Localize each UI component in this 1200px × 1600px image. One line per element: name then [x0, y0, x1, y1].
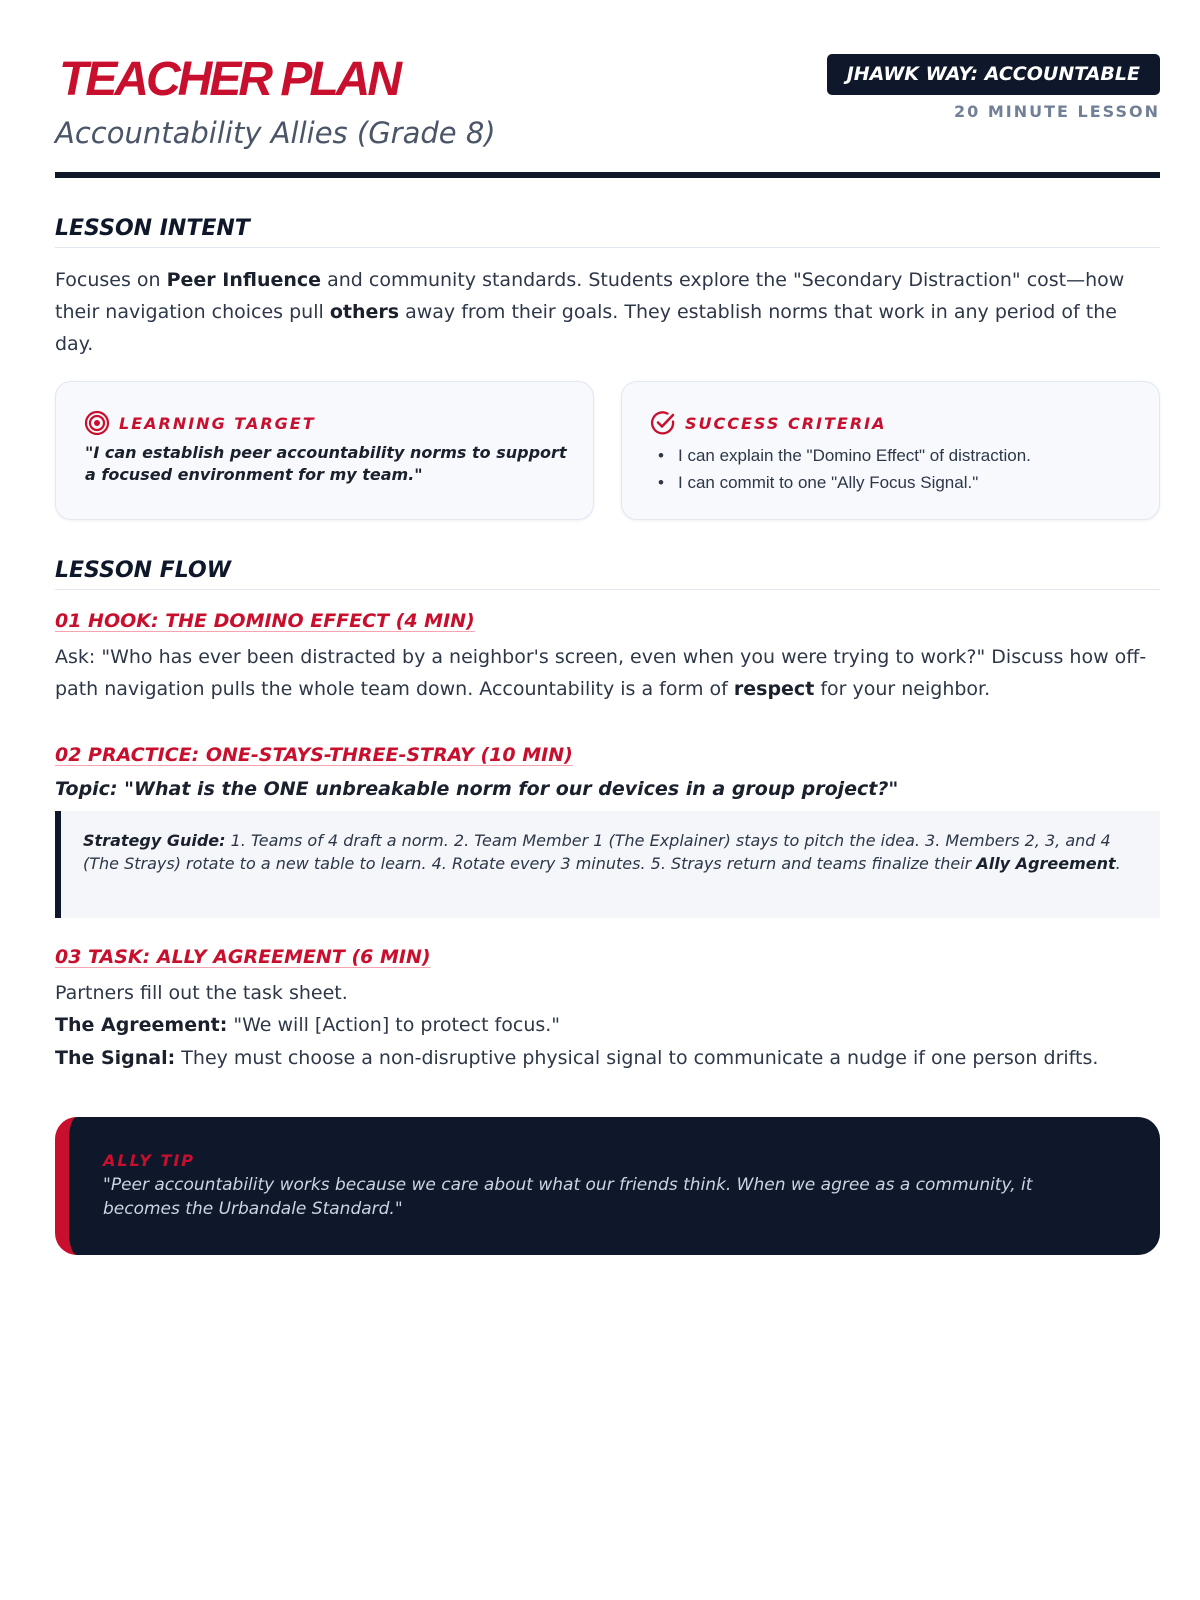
step-1-text-part: Ask: "Who has ever been distracted by a neighbor's screen, even when you were trying to work?" Discuss how off-path navigation pulls the whole team down. Accountability is a form of	[55, 646, 1147, 700]
step-1-title: 01 HOOK: THE DOMINO EFFECT (4 MIN)	[55, 610, 475, 632]
strategy-guide-end: .	[1115, 854, 1121, 873]
signal-text: They must choose a non-disruptive physical signal to communicate a nudge if one person drifts.	[175, 1047, 1099, 1069]
strategy-guide-text: 1. Teams of 4 draft a norm. 2. Team Member 1 (The Explainer) stays to pitch the idea. 3. Members 2, 3, and 4 (The Strays) rotate to a new table to learn. 4. Rotate every 3 minutes. 5. Strays return and teams finalize their	[83, 831, 1111, 873]
step-3-line-1: Partners fill out the task sheet.	[55, 982, 348, 1004]
agreement-label: The Agreement:	[55, 1014, 228, 1036]
ally-tip-box	[55, 1117, 1160, 1255]
strategy-guide-bold: Ally Agreement	[976, 854, 1116, 873]
ally-tip-label: ALLY TIP	[103, 1151, 196, 1170]
criteria-item: • I can explain the "Domino Effect" of distraction.	[658, 442, 1031, 469]
strategy-guide-box	[55, 811, 1160, 918]
check-circle-icon	[650, 410, 676, 436]
step-1-bold-respect: respect	[733, 678, 815, 700]
step-3-title: 03 TASK: ALLY AGREEMENT (6 MIN)	[55, 946, 431, 968]
lesson-subtitle: Accountability Allies (Grade 8)	[55, 116, 496, 150]
intent-text-part: away from their goals. They establish norms that work in any period of the day.	[55, 301, 1117, 355]
step-2-title: 02 PRACTICE: ONE-STAYS-THREE-STRAY (10 MIN)	[55, 744, 573, 766]
learning-target-quote: "I can establish peer accountability norms to support a focused environment for my team."	[85, 443, 567, 484]
jhawk-way-badge: JHAWK WAY: ACCOUNTABLE	[827, 54, 1160, 95]
intent-text-part: Focuses on	[55, 269, 167, 291]
step-3-signal	[55, 1042, 1160, 1074]
teacher-plan-page	[55, 0, 1160, 1219]
intent-bold-others: others	[329, 301, 400, 323]
criteria-item: • I can commit to one "Ally Focus Signal."	[658, 469, 1031, 496]
success-criteria-label: SUCCESS CRITERIA	[685, 413, 887, 433]
intent-text-part: and community standards. Students explore the "Secondary Distraction" cost—how their navigation choices pull	[55, 269, 1125, 323]
lesson-duration: 20 MINUTE LESSON	[954, 102, 1160, 121]
learning-target-card	[55, 381, 594, 520]
success-criteria-list	[658, 442, 1031, 496]
page-title: TEACHER PLAN	[59, 53, 400, 106]
agreement-text: "We will [Action] to protect focus."	[227, 1014, 561, 1036]
step-2-topic: Topic: "What is the ONE unbreakable norm for our devices in a group project?"	[55, 778, 899, 800]
step-1-text	[55, 641, 1160, 705]
lesson-flow-heading: LESSON FLOW	[55, 558, 1160, 590]
lesson-intent-heading: LESSON INTENT	[55, 216, 1160, 248]
strategy-guide-label: Strategy Guide:	[83, 831, 226, 850]
success-criteria-header	[650, 410, 887, 436]
learning-target-label: LEARNING TARGET	[119, 413, 316, 433]
target-icon	[84, 410, 110, 436]
header-divider	[55, 172, 1160, 178]
step-3-agreement	[55, 1009, 1160, 1041]
intent-bold-peer-influence: Peer Influence	[166, 269, 322, 291]
success-criteria-card	[621, 381, 1160, 520]
step-1-text-part: for your neighbor.	[814, 678, 991, 700]
page-header	[55, 0, 1160, 180]
lesson-intent-text	[55, 264, 1160, 360]
ally-tip-quote: "Peer accountability works because we care about what our friends think. When we agree as a community, it becomes the Urbandale Standard."	[103, 1175, 1033, 1219]
learning-target-header	[84, 410, 316, 436]
signal-label: The Signal:	[55, 1047, 176, 1069]
